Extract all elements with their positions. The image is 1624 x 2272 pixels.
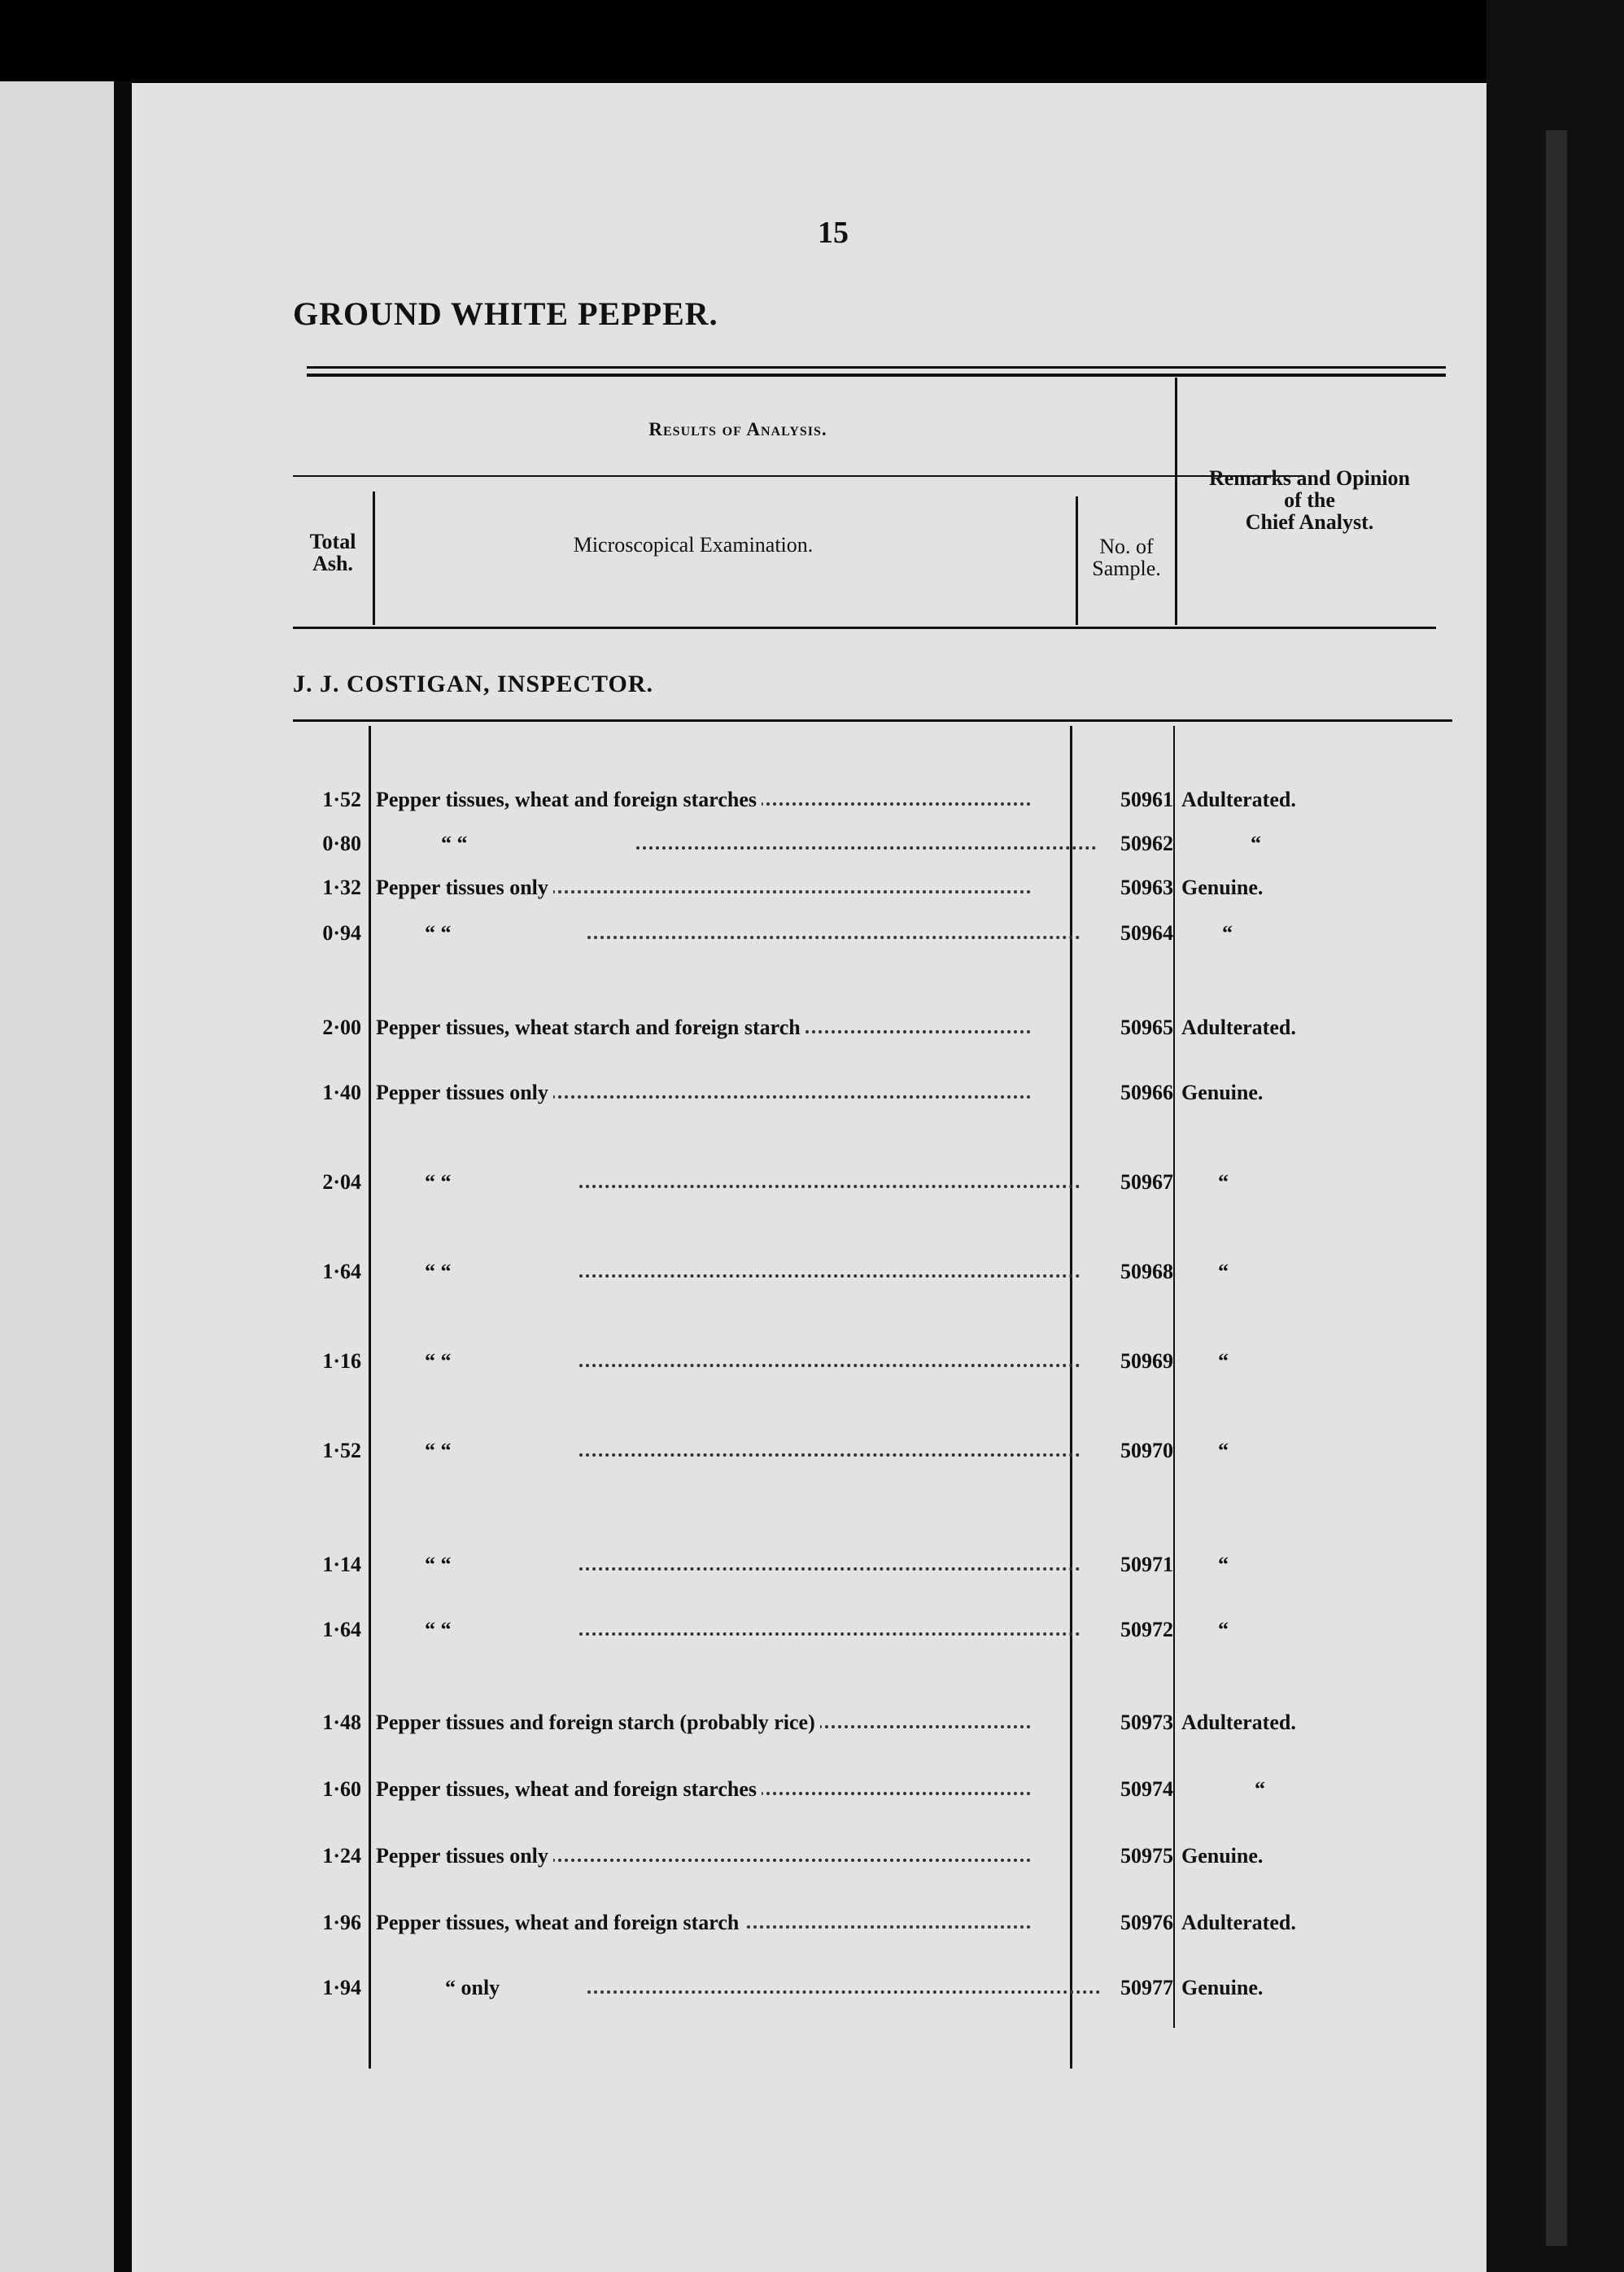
- sample-number: 50976: [1120, 1911, 1173, 1934]
- examination-cell: [376, 1974, 1100, 2002]
- dot-leader: [636, 846, 1096, 850]
- examination-text: “ “: [425, 1170, 456, 1194]
- remark-text: “: [1218, 1170, 1229, 1194]
- dot-leader: [579, 1364, 1080, 1367]
- examination-cell: [376, 1551, 1080, 1579]
- sample-number: 50961: [1120, 788, 1173, 811]
- page-edge-strip: [1546, 130, 1567, 2246]
- remark-text: “: [1218, 1439, 1229, 1462]
- total-ash-value: 1·64: [322, 1260, 361, 1283]
- examination-cell: [376, 920, 1080, 947]
- examination-text: “ “: [425, 1553, 456, 1576]
- remark-text: Genuine.: [1181, 876, 1264, 899]
- remark-text: “: [1222, 921, 1233, 945]
- sample-number: 50963: [1120, 876, 1173, 899]
- sample-number: 50968: [1120, 1260, 1173, 1283]
- total-ash-value: 1·40: [322, 1081, 361, 1104]
- dot-leader: [579, 1274, 1080, 1278]
- book-spine: [114, 81, 132, 2272]
- total-ash-value: 1·48: [322, 1711, 361, 1734]
- examination-text: Pepper tissues, wheat starch and foreign starch: [376, 1016, 805, 1039]
- remark-text: Adulterated.: [1181, 1911, 1296, 1934]
- examination-text: Pepper tissues only: [376, 1081, 553, 1104]
- total-ash-value: 1·52: [322, 1439, 361, 1462]
- examination-cell: [376, 830, 1096, 858]
- table-row: [132, 1974, 1486, 2002]
- header-divider-remarks: [1175, 378, 1177, 625]
- document-page: [132, 83, 1486, 2272]
- total-ash-value: 1·64: [322, 1618, 361, 1641]
- table-row: [132, 1079, 1486, 1107]
- table-row: [132, 1437, 1486, 1465]
- examination-text: “ only: [445, 1976, 504, 1999]
- total-ash-value: 1·94: [322, 1976, 361, 1999]
- sample-number: 50975: [1120, 1844, 1173, 1868]
- remark-text: Adulterated.: [1181, 1711, 1296, 1734]
- microscopical-header: Microscopical Examination.: [573, 533, 814, 557]
- total-ash-header-line1: Total: [309, 530, 356, 553]
- sample-header-line2: Sample.: [1092, 557, 1161, 580]
- table-row: [132, 1169, 1486, 1196]
- table-row: [132, 874, 1486, 902]
- sample-number: 50969: [1120, 1349, 1173, 1373]
- total-ash-value: 1·32: [322, 876, 361, 899]
- examination-text: Pepper tissues and foreign starch (probably rice): [376, 1711, 820, 1734]
- remark-text: Adulterated.: [1181, 1016, 1296, 1039]
- examination-cell: [376, 1909, 1031, 1937]
- sample-number: 50964: [1120, 921, 1173, 945]
- sample-number: 50971: [1120, 1553, 1173, 1576]
- dot-leader: [579, 1185, 1080, 1188]
- sample-header-line1: No. of: [1099, 535, 1154, 558]
- examination-cell: [376, 1258, 1080, 1286]
- remarks-header-line2: of the: [1284, 488, 1335, 512]
- examination-text: Pepper tissues, wheat and foreign starches: [376, 1777, 762, 1801]
- examination-cell: [376, 1014, 1031, 1042]
- examination-cell: [376, 1776, 1031, 1803]
- table-row: [132, 830, 1486, 858]
- examination-text: Pepper tissues, wheat and foreign starch: [376, 1911, 744, 1934]
- total-ash-value: 1·52: [322, 788, 361, 811]
- dot-leader: [579, 1567, 1080, 1571]
- examination-cell: [376, 1616, 1080, 1644]
- total-ash-header: [292, 531, 373, 575]
- examination-text: “ “: [425, 921, 456, 945]
- sample-number: 50962: [1120, 832, 1173, 855]
- sample-number-header: [1080, 535, 1173, 579]
- examination-text: “ “: [425, 1349, 456, 1373]
- dot-leader: [587, 936, 1080, 939]
- table-row: [132, 1909, 1486, 1937]
- table-row: [132, 1776, 1486, 1803]
- header-top-rule: [307, 366, 1446, 369]
- table-row: [132, 1014, 1486, 1042]
- header-bottom-rule: [293, 627, 1436, 629]
- results-underline: [293, 475, 1303, 477]
- examination-cell: [376, 1348, 1080, 1375]
- sample-number: 50965: [1120, 1016, 1173, 1039]
- dot-leader: [587, 1990, 1100, 1994]
- examination-cell: [376, 1709, 1031, 1737]
- examination-text: “ “: [425, 1439, 456, 1462]
- remark-text: “: [1218, 1618, 1229, 1641]
- examination-text: “ “: [441, 832, 473, 855]
- table-row: [132, 1258, 1486, 1286]
- total-ash-value: 1·16: [322, 1349, 361, 1373]
- header-divider-sample: [1076, 496, 1078, 625]
- table-row: [132, 786, 1486, 814]
- sample-number: 50974: [1120, 1777, 1173, 1801]
- remark-text: Genuine.: [1181, 1081, 1264, 1104]
- examination-cell: [376, 874, 1031, 902]
- remark-text: Adulterated.: [1181, 788, 1296, 811]
- remark-text: “: [1251, 832, 1261, 855]
- examination-text: “ “: [425, 1618, 456, 1641]
- results-of-analysis-heading: Results of Analysis.: [648, 419, 827, 439]
- remarks-header-line3: Chief Analyst.: [1245, 510, 1374, 534]
- inspector-heading: J. J. COSTIGAN, INSPECTOR.: [293, 671, 654, 697]
- total-ash-header-line2: Ash.: [312, 552, 353, 575]
- table-row: [132, 1551, 1486, 1579]
- examination-cell: [376, 1437, 1080, 1465]
- table-row: [132, 920, 1486, 947]
- table-row: [132, 1709, 1486, 1737]
- examination-cell: [376, 1842, 1031, 1870]
- remark-text: Genuine.: [1181, 1976, 1264, 1999]
- remark-text: “: [1218, 1553, 1229, 1576]
- total-ash-value: 2·04: [322, 1170, 361, 1194]
- total-ash-value: 2·00: [322, 1016, 361, 1039]
- sample-number: 50967: [1120, 1170, 1173, 1194]
- remarks-header-line1: Remarks and Opinion: [1208, 466, 1411, 490]
- remarks-header: [1185, 467, 1434, 533]
- table-row: [132, 1348, 1486, 1375]
- examination-text: “ “: [425, 1260, 456, 1283]
- header-top-rule-2: [307, 374, 1446, 377]
- remark-text: “: [1218, 1260, 1229, 1283]
- total-ash-value: 1·96: [322, 1911, 361, 1934]
- remark-text: “: [1255, 1777, 1265, 1801]
- total-ash-value: 0·94: [322, 921, 361, 945]
- total-ash-value: 1·24: [322, 1844, 361, 1868]
- header-divider-ash: [373, 492, 375, 625]
- table-row: [132, 1842, 1486, 1870]
- sample-number: 50970: [1120, 1439, 1173, 1462]
- total-ash-value: 1·14: [322, 1553, 361, 1576]
- total-ash-value: 0·80: [322, 832, 361, 855]
- remark-text: Genuine.: [1181, 1844, 1264, 1868]
- examination-text: Pepper tissues, wheat and foreign starches: [376, 788, 762, 811]
- dot-leader: [579, 1632, 1080, 1636]
- dot-leader: [579, 1453, 1080, 1457]
- section-rule: [293, 719, 1452, 722]
- examination-text: Pepper tissues only: [376, 876, 553, 899]
- examination-cell: [376, 786, 1031, 814]
- sample-number: 50972: [1120, 1618, 1173, 1641]
- page-title: GROUND WHITE PEPPER.: [293, 295, 718, 332]
- examination-cell: [376, 1079, 1031, 1107]
- examination-text: Pepper tissues only: [376, 1844, 553, 1868]
- sample-number: 50966: [1120, 1081, 1173, 1104]
- total-ash-value: 1·60: [322, 1777, 361, 1801]
- remark-text: “: [1218, 1349, 1229, 1373]
- page-number: 15: [818, 216, 849, 250]
- sample-number: 50973: [1120, 1711, 1173, 1734]
- sample-number: 50977: [1120, 1976, 1173, 1999]
- table-row: [132, 1616, 1486, 1644]
- examination-cell: [376, 1169, 1080, 1196]
- facing-page-edge: [0, 81, 114, 2272]
